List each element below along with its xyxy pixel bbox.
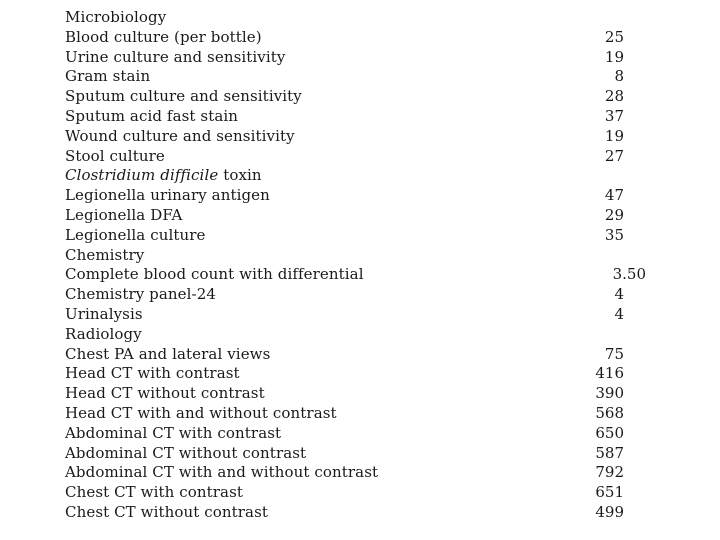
test-name: Chemistry panel-24 [65,285,217,304]
table-row [0,147,720,167]
test-cost: 75 [604,344,624,363]
test-name: Chest PA and lateral views [65,344,271,363]
test-name: Chest CT without contrast [65,502,269,521]
table-row [0,107,720,127]
table-row [0,265,720,285]
test-name: Abdominal CT without contrast [65,443,307,462]
table-row [0,87,720,107]
test-cost: 587 [595,443,624,462]
test-name: Abdominal CT with and without contrast [65,463,379,482]
test-cost: 390 [595,384,624,403]
test-cost: 27 [604,146,624,165]
section-heading: Radiology [65,324,142,343]
test-name: Head CT without contrast [65,384,265,403]
test-cost: 37 [604,106,624,125]
table-row [0,384,720,404]
test-name: Abdominal CT with contrast [65,423,282,442]
table-row [0,483,720,503]
test-name: Urine culture and sensitivity [65,47,286,66]
test-cost: 651 [595,483,624,502]
section-heading-row [0,325,720,345]
test-name [65,166,262,186]
table-row [0,48,720,68]
test-cost: 650 [595,423,624,442]
table-row [0,206,720,226]
test-name: Blood culture (per bottle) [65,27,262,46]
test-name: Head CT with contrast [65,364,240,383]
test-cost: 19 [604,126,624,145]
table-row [0,186,720,206]
table-row [0,67,720,87]
test-name: Sputum acid fast stain [65,106,239,125]
section-heading-row [0,8,720,28]
table-row [0,424,720,444]
table-row [0,463,720,483]
test-name: Legionella DFA [65,205,183,224]
table-row [0,166,720,186]
test-cost: 499 [595,502,624,521]
table-row [0,404,720,424]
test-cost: 28 [604,87,624,106]
table-row [0,28,720,48]
test-name: Urinalysis [65,304,143,323]
test-cost: 4 [614,285,624,304]
test-cost: 8 [614,67,624,86]
test-name: Gram stain [65,67,151,86]
section-heading: Microbiology [65,8,167,26]
test-name: Sputum culture and sensitivity [65,87,302,106]
test-cost: 25 [604,27,624,46]
test-cost: 4 [614,304,624,323]
test-cost: 19 [604,47,624,66]
test-name: Wound culture and sensitivity [65,126,295,145]
cost-table [0,8,720,523]
table-row [0,444,720,464]
test-cost: 568 [595,403,624,422]
test-cost: 29 [604,205,624,224]
test-name: Stool culture [65,146,165,165]
table-row [0,364,720,384]
test-cost: 792 [595,463,624,482]
section-heading-row [0,246,720,266]
test-name: Legionella urinary antigen [65,186,270,205]
test-cost: 416 [595,364,624,383]
table-row [0,503,720,523]
test-cost: 3.50 [612,265,646,284]
table-row [0,127,720,147]
test-cost: 47 [604,186,624,205]
test-name: Complete blood count with differential [65,265,364,284]
test-name: Head CT with and without contrast [65,403,337,422]
test-cost: 35 [604,225,624,244]
test-name: Legionella culture [65,225,206,244]
table-row [0,226,720,246]
test-name: Chest CT with contrast [65,483,244,502]
table-row [0,305,720,325]
section-heading: Chemistry [65,245,145,264]
table-row [0,345,720,365]
organism-name: Clostridium difficile [65,166,219,185]
test-name-suffix: toxin [218,166,262,185]
table-row [0,285,720,305]
